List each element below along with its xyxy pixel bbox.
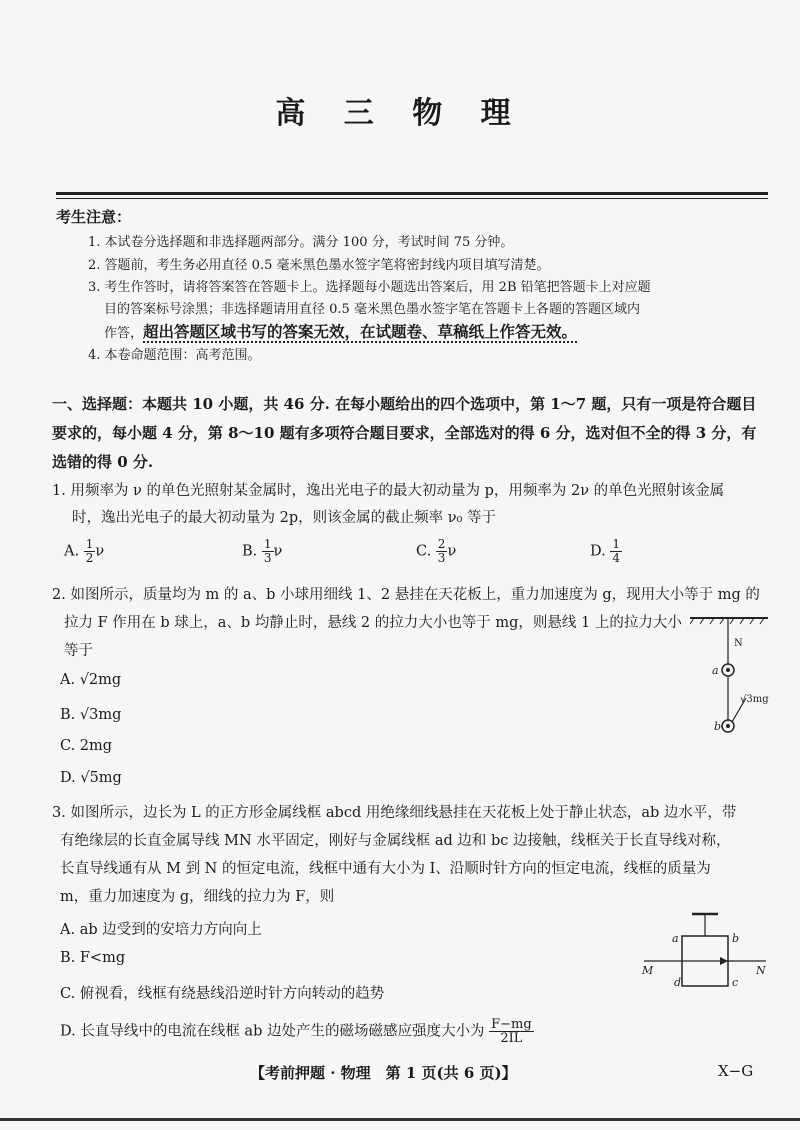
fig-handwritten-note: √3mg [740,694,769,705]
notice-item-4: 4. 本卷命题范围：高考范围。 [88,348,261,363]
q3-option-a[interactable]: A. ab 边受到的安培力方向向上 [60,922,262,938]
notice-item-2: 2. 答题前，考生务必用直径 0.5 毫米黑色墨水签字笔将密封线内项目填写清楚。 [88,258,550,273]
fig-label-c: c [732,976,739,989]
q1-option-a[interactable]: A. $\frac{1}{2}\nu$ [64,537,105,565]
current-arrow [720,957,728,965]
q2-stem-1: 2. 如图所示，质量均为 m 的 a、b 小球用细线 1、2 悬挂在天花板上，重力加速度为 g，现用大小等于 mg 的 [52,587,760,603]
fig-label-m: M [642,964,654,977]
q2-option-b[interactable]: B. √3mg [60,707,122,723]
q2-option-d[interactable]: D. √5mg [60,770,122,786]
q1-stem-1: 1. 用频率为 ν 的单色光照射某金属时，逸出光电子的最大初动量为 p，用频率为 2ν 的单色光照射该金属 [52,483,725,499]
notice-item-3: 3. 考生作答时，请将答案答在答题卡上。选择题每小题选出答案后，用 2B 铅笔把答题卡上对应题 [88,280,651,295]
page-footer: 【考前押题 · 物理 第 1 页(共 6 页)】 [250,1064,517,1082]
notice-item-3-cont2: 作答， [104,326,144,341]
q2-stem-2: 拉力 F 作用在 b 球上，a、b 均静止时，悬线 2 的拉力大小也等于 mg，则悬线 1 上的拉力大小 [64,615,682,631]
q3-stem-4: m，重力加速度为 g，细线的拉力为 F，则 [60,889,335,905]
fig-label-a: a [672,932,679,945]
q3-option-d[interactable]: D. 长直导线中的电流在线框 ab 边处产生的磁场磁感应强度大小为 $\frac{F-mg}{2IL}$ [60,1017,532,1046]
fig-label-b: b [732,932,740,945]
q1-option-d[interactable]: D. $\frac{1}{4}$ [590,537,620,565]
q3-stem-3: 长直导线通有从 M 到 N 的恒定电流，线框中通有大小为 I、沿顺时针方向的恒定电流，线框的质量为 [60,861,711,877]
notice-heading: 考生注意： [56,208,132,226]
section-header: 一、选择题：本题共 10 小题，共 46 分. 在每小题给出的四个选项中，第 1～7 题，只有一项是符合题目要求的，每小题 4 分，第 8～10 题有多项符合题目要求，全部选对的得 6 分，选对但不全的得 3 分，有选错的得 0 分. [52,395,757,471]
q2-option-a[interactable]: A. √2mg [60,672,122,688]
fig-n-label: N [734,638,743,649]
q2-figure [690,610,770,750]
page-title: 高 三 物 理 [275,96,525,131]
q3-figure [640,910,770,1000]
q1-stem-2: 时，逸出光电子的最大初动量为 2p，则该金属的截止频率 ν₀ 等于 [72,510,496,526]
fig-label-d: d [674,976,682,989]
notice-item-1: 1. 本试卷分选择题和非选择题两部分。满分 100 分，考试时间 75 分钟。 [88,235,514,250]
fig-a-label: a [712,664,719,677]
q3-stem-1: 3. 如图所示，边长为 L 的正方形金属线框 abcd 用绝缘细线悬挂在天花板上处于静止状态，ab 边水平，带 [52,805,737,821]
title-rule [56,192,768,195]
fig-b-label: b [714,720,722,733]
q3-option-c[interactable]: C. 俯视看，线框有绕悬线沿逆时针方向转动的趋势 [60,986,385,1002]
q2-stem-3: 等于 [64,643,93,659]
q2-option-c[interactable]: C. 2mg [60,738,113,754]
title-rule-thin [56,198,768,199]
q1-option-b[interactable]: B. $\frac{1}{3}\nu$ [242,537,283,565]
q3-option-b[interactable]: B. F<mg [60,950,126,966]
q1-option-c[interactable]: C. $\frac{2}{3}\nu$ [416,537,457,565]
fig-label-n: N [756,964,766,977]
q3-stem-2: 有绝缘层的长直金属导线 MN 水平固定，刚好与金属线框 ad 边和 bc 边接触，线框关于长直导线对称， [60,833,731,849]
notice-emphasis: 超出答题区域书写的答案无效，在试题卷、草稿纸上作答无效。 [143,322,578,341]
notice-item-3-cont: 目的答案标号涂黑；非选择题请用直径 0.5 毫米黑色墨水签字笔在答题卡上各题的答题区域内 [104,302,640,317]
paper-code: X−G [718,1062,754,1080]
bottom-edge [0,1118,800,1121]
